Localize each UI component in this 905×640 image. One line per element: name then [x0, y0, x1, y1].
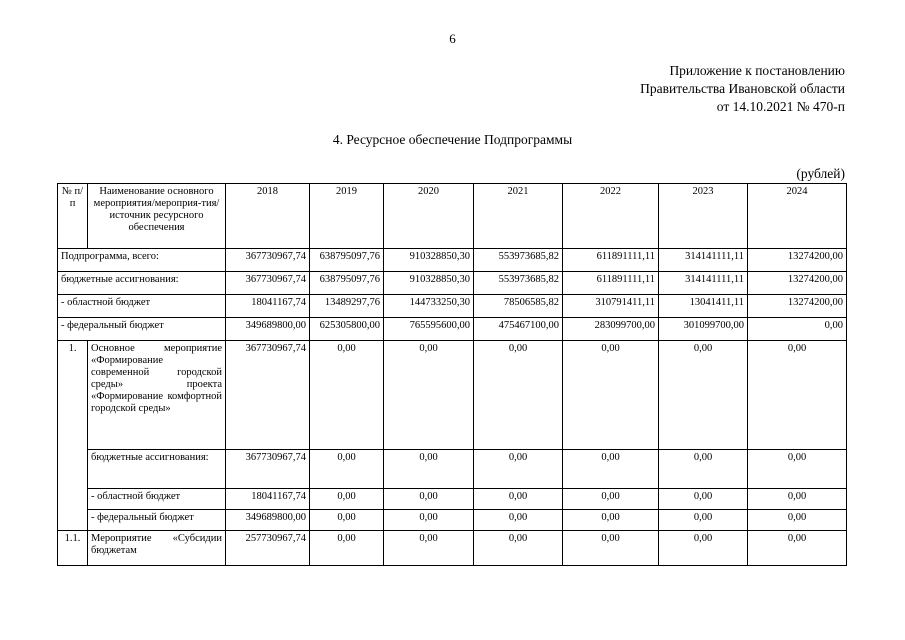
- item-number: 1.: [58, 341, 88, 531]
- value-cell: 0,00: [310, 489, 384, 510]
- value-cell: 475467100,00: [474, 318, 563, 341]
- value-cell: 0,00: [659, 341, 748, 450]
- value-cell: 367730967,74: [226, 341, 310, 450]
- value-cell: 553973685,82: [474, 249, 563, 272]
- header-year: 2023: [659, 184, 748, 249]
- value-cell: 314141111,11: [659, 272, 748, 295]
- value-cell: 257730967,74: [226, 531, 310, 566]
- value-cell: 349689800,00: [226, 318, 310, 341]
- table-row: [58, 531, 847, 566]
- value-cell: 367730967,74: [226, 272, 310, 295]
- value-cell: 144733250,30: [384, 295, 474, 318]
- value-cell: 0,00: [310, 450, 384, 489]
- item-number: 1.1.: [58, 531, 88, 566]
- value-cell: 0,00: [384, 450, 474, 489]
- value-cell: 638795097,76: [310, 272, 384, 295]
- table-row: [58, 318, 847, 341]
- approval-line-2: Правительства Ивановской области: [640, 81, 845, 96]
- resource-table: [57, 183, 847, 566]
- row-label: бюджетные ассигнования:: [88, 450, 226, 489]
- row-label: Мероприятие «Субсидии бюджетам: [88, 531, 226, 566]
- value-cell: 310791411,11: [563, 295, 659, 318]
- table-row: [58, 510, 847, 531]
- value-cell: 553973685,82: [474, 272, 563, 295]
- row-label: - федеральный бюджет: [88, 510, 226, 531]
- value-cell: 611891111,11: [563, 272, 659, 295]
- value-cell: 0,00: [659, 531, 748, 566]
- header-year: 2018: [226, 184, 310, 249]
- value-cell: 0,00: [748, 450, 847, 489]
- row-label: - областной бюджет: [58, 295, 226, 318]
- header-year: 2021: [474, 184, 563, 249]
- value-cell: 0,00: [563, 450, 659, 489]
- value-cell: 0,00: [659, 450, 748, 489]
- value-cell: 314141111,11: [659, 249, 748, 272]
- header-year: 2024: [748, 184, 847, 249]
- value-cell: 13041411,11: [659, 295, 748, 318]
- value-cell: 13274200,00: [748, 295, 847, 318]
- value-cell: 910328850,30: [384, 272, 474, 295]
- value-cell: 0,00: [748, 341, 847, 450]
- value-cell: 0,00: [563, 489, 659, 510]
- value-cell: 0,00: [748, 318, 847, 341]
- value-cell: 301099700,00: [659, 318, 748, 341]
- header-year: 2020: [384, 184, 474, 249]
- value-cell: 0,00: [384, 489, 474, 510]
- value-cell: 283099700,00: [563, 318, 659, 341]
- row-label: - федеральный бюджет: [58, 318, 226, 341]
- value-cell: 13274200,00: [748, 272, 847, 295]
- value-cell: 0,00: [474, 489, 563, 510]
- row-label: Основное мероприятие «Формирование современной городской среды» проекта «Формирование комфортной городской среды»: [88, 341, 226, 450]
- value-cell: 0,00: [474, 531, 563, 566]
- table-row: [58, 341, 847, 450]
- value-cell: 0,00: [310, 341, 384, 450]
- value-cell: 0,00: [563, 531, 659, 566]
- currency-unit: (рублей): [796, 166, 845, 181]
- header-name: Наименование основного мероприятия/мероприя-тия/источник ресурсного обеспечения: [88, 184, 226, 249]
- table-row: [58, 450, 847, 489]
- table-row: [58, 295, 847, 318]
- row-label: - областной бюджет: [88, 489, 226, 510]
- value-cell: 765595600,00: [384, 318, 474, 341]
- header-year: 2019: [310, 184, 384, 249]
- value-cell: 0,00: [310, 510, 384, 531]
- table-row: [58, 249, 847, 272]
- value-cell: 0,00: [563, 510, 659, 531]
- value-cell: 611891111,11: [563, 249, 659, 272]
- value-cell: 13274200,00: [748, 249, 847, 272]
- value-cell: 0,00: [659, 510, 748, 531]
- row-label: Подпрограмма, всего:: [58, 249, 226, 272]
- value-cell: 638795097,76: [310, 249, 384, 272]
- value-cell: 18041167,74: [226, 489, 310, 510]
- section-title: 4. Ресурсное обеспечение Подпрограммы: [332, 132, 573, 147]
- value-cell: 0,00: [384, 531, 474, 566]
- header-year: 2022: [563, 184, 659, 249]
- header-number: № п/п: [58, 184, 88, 249]
- value-cell: 0,00: [474, 510, 563, 531]
- value-cell: 349689800,00: [226, 510, 310, 531]
- value-cell: 367730967,74: [226, 450, 310, 489]
- value-cell: 0,00: [748, 510, 847, 531]
- value-cell: 0,00: [310, 531, 384, 566]
- page-number: 6: [449, 31, 456, 46]
- value-cell: 0,00: [748, 489, 847, 510]
- approval-line-1: Приложение к постановлению: [669, 63, 845, 78]
- value-cell: 13489297,76: [310, 295, 384, 318]
- value-cell: 0,00: [748, 531, 847, 566]
- value-cell: 0,00: [563, 341, 659, 450]
- value-cell: 0,00: [474, 450, 563, 489]
- value-cell: 0,00: [659, 489, 748, 510]
- value-cell: 18041167,74: [226, 295, 310, 318]
- value-cell: 0,00: [474, 341, 563, 450]
- value-cell: 367730967,74: [226, 249, 310, 272]
- approval-stamp: [640, 62, 845, 116]
- value-cell: 625305800,00: [310, 318, 384, 341]
- row-label: бюджетные ассигнования:: [58, 272, 226, 295]
- table-row: [58, 489, 847, 510]
- table-header-row: [58, 184, 847, 249]
- table-row: [58, 272, 847, 295]
- approval-line-3: от 14.10.2021 № 470-п: [716, 99, 845, 114]
- value-cell: 0,00: [384, 510, 474, 531]
- value-cell: 0,00: [384, 341, 474, 450]
- value-cell: 910328850,30: [384, 249, 474, 272]
- value-cell: 78506585,82: [474, 295, 563, 318]
